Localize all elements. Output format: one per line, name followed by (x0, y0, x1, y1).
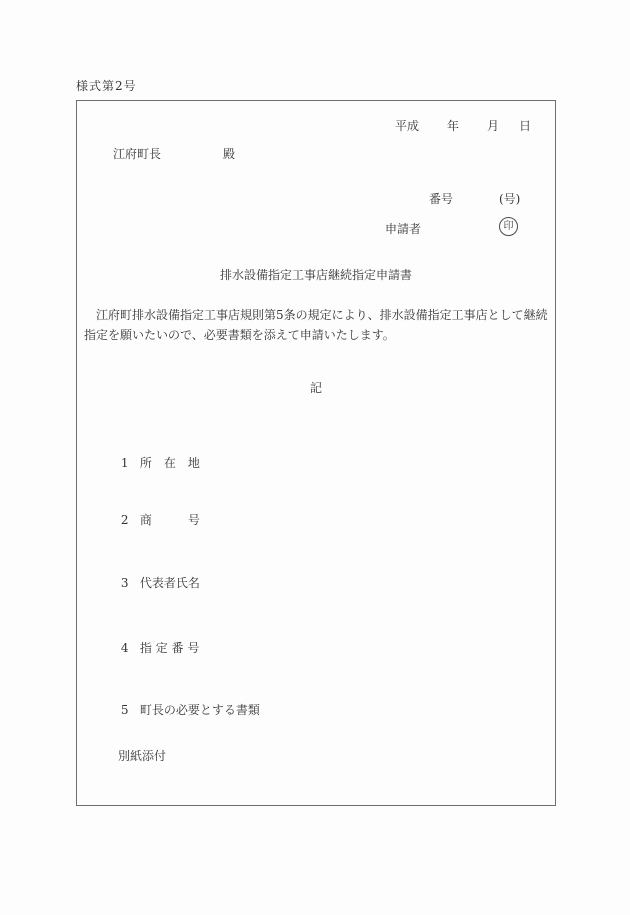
item-number: 5 (120, 703, 129, 717)
addressee-honorific: 殿 (223, 147, 236, 161)
list-item (98, 440, 200, 485)
body-line: 江府町排水設備指定工事店規則第5条の規定により、排水設備指定工事店として継続 (84, 308, 548, 322)
item-label: 町長の必要とする書類 (139, 703, 260, 717)
item-number: 3 (120, 576, 129, 590)
form-number-label: 様式第2号 (76, 79, 137, 93)
date-year-label: 年 (447, 119, 460, 133)
item-number: 1 (120, 456, 129, 470)
number-unit-label: (号) (499, 192, 521, 206)
item-label: 指 定 番 号 (139, 641, 200, 655)
body-paragraph (84, 305, 550, 345)
date-era-label: 平成 (395, 119, 420, 133)
item-label: 商 号 (139, 513, 200, 527)
date-month-label: 月 (487, 119, 500, 133)
number-label: 番号 (429, 192, 454, 206)
list-item (98, 687, 260, 732)
record-marker: 記 (309, 381, 322, 395)
date-day-label: 日 (519, 119, 532, 133)
document-title: 排水設備指定工事店継続指定申請書 (219, 268, 412, 282)
item-label: 代表者氏名 (139, 576, 200, 590)
item-number: 2 (120, 513, 129, 527)
attachment-note: 別紙添付 (118, 749, 167, 763)
list-item (98, 560, 200, 605)
addressee-name: 江府町長 (113, 147, 162, 161)
seal-icon: 印 (499, 217, 518, 236)
item-number: 4 (120, 641, 129, 655)
item-label: 所 在 地 (139, 456, 200, 470)
body-line: 指定を願いたいので、必要書類を添えて申請いたします。 (84, 328, 395, 342)
form-border-box (76, 100, 556, 806)
applicant-label: 申請者 (385, 222, 422, 236)
list-item (98, 625, 199, 670)
list-item (98, 497, 200, 542)
